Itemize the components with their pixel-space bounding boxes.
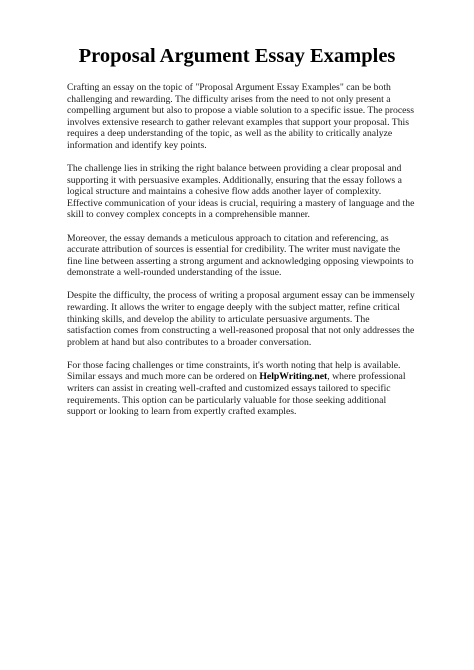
paragraph-rewarding: Despite the difficulty, the process of writing a proposal argument essay can be immensely rewarding. It allows the writer to engage deeply with the subject matter, refine critical thinking skills, and develop the ability to articulate persuasive arguments. The satisfaction comes from constructing a well-reasoned proposal that not only addresses the problem at hand but also contributes to a broader conversation.: [67, 290, 415, 348]
document-title: Proposal Argument Essay Examples: [78, 45, 396, 67]
help-text-after-link: , where professional writers can assist in creating well-crafted and customized essays tailored to specific requirements. This option can be particularly valuable for those seeking additional support or looking to learn from expertly crafted examples.: [67, 371, 406, 418]
document-body: [67, 82, 415, 429]
helpwriting-link[interactable]: HelpWriting.net: [259, 371, 328, 383]
paragraph-citation: Moreover, the essay demands a meticulous approach to citation and referencing, as accurate attribution of sources is essential for credibility. The writer must navigate the fine line between asserting a strong argument and acknowledging opposing viewpoints to demonstrate a well-rounded understanding of the issue.: [67, 232, 414, 279]
paragraph-challenge: The challenge lies in striking the right balance between providing a clear proposal and supporting it with persuasive examples. Additionally, ensuring that the essay follows a logical structure and maintains a cohesive flow adds another layer of complexity. Effective communication of your ideas is crucial, requiring a mastery of language and the skill to convey complex concepts in a comprehensible manner.: [67, 163, 415, 221]
paragraph-intro: Crafting an essay on the topic of "Proposal Argument Essay Examples" can be both challenging and rewarding. The difficulty arises from the need to not only present a compelling argument but also to propose a viable solution to a specific issue. The process involves extensive research to gather relevant examples that support your proposal. This requires a deep understanding of the topic, as well as the ability to critically analyze information and identify key points.: [67, 82, 414, 151]
help-text-before-link: For those facing challenges or time constraints, it's worth noting that help is available. Similar essays and much more can be ordered on: [67, 359, 401, 383]
paragraph-help: [67, 360, 415, 418]
